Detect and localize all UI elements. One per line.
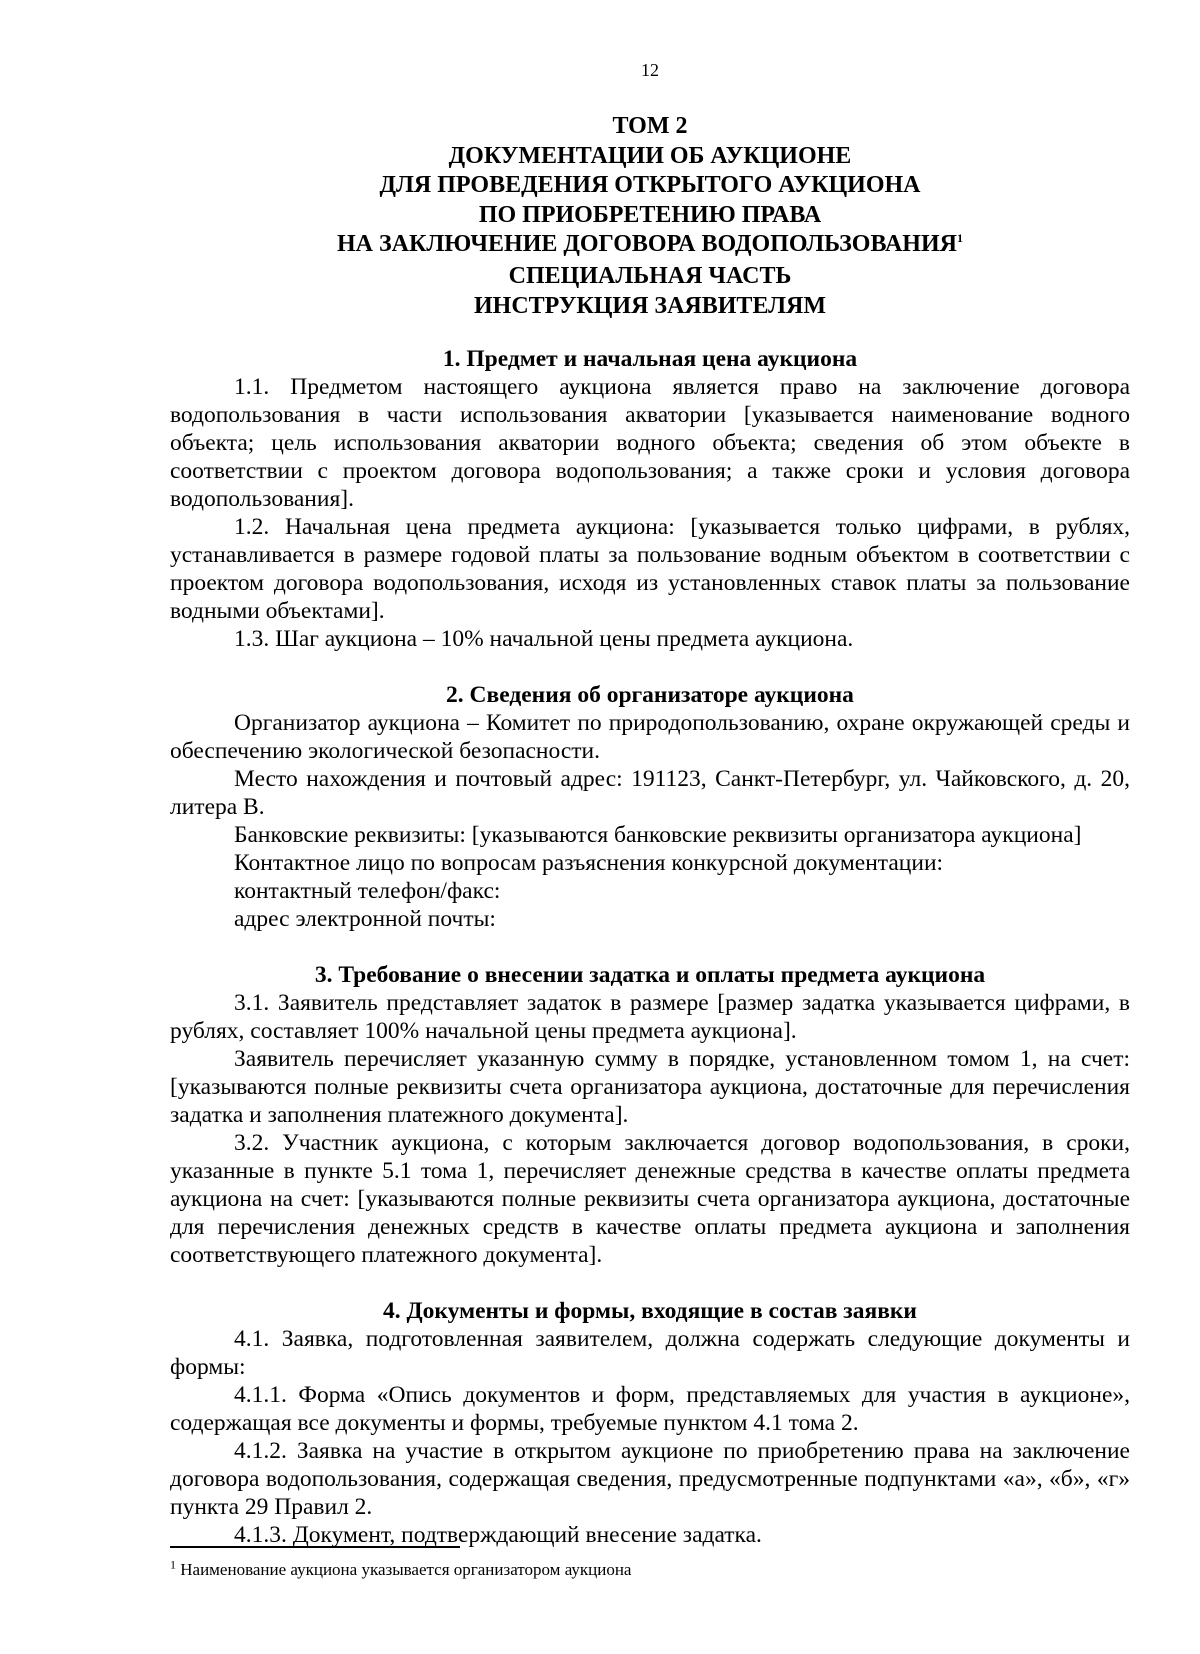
title-line: ДЛЯ ПРОВЕДЕНИЯ ОТКРЫТОГО АУКЦИОНА xyxy=(379,172,921,198)
section-2 xyxy=(170,681,1130,933)
paragraph: Контактное лицо по вопросам разъяснения конкурсной документации: xyxy=(234,850,944,876)
paragraph: адрес электронной почты: xyxy=(234,906,496,932)
page-number: 12 xyxy=(641,60,659,80)
paragraph: 4.1.1. Форма «Опись документов и форм, представляемых для участия в аукционе», содержащая все документы и формы, требуемые пунктом 4.1 тома 2. xyxy=(170,1382,1130,1436)
title-line: ТОМ 2 xyxy=(612,113,688,139)
section-heading: 4. Документы и формы, входящие в состав заявки xyxy=(383,1298,917,1324)
paragraph: контактный телефон/факс: xyxy=(234,878,501,904)
paragraph: 3.2. Участник аукциона, с которым заключается договор водопользования, в сроки, указанные в пункте 5.1 тома 1, перечисляет денежные средства в качестве оплаты предмета аукциона на счет: [указываются полные реквизиты счета организатора аукциона, достаточные для перечисления денежных средств в качестве оплаты предмета аукциона и заполнения соответствующего платежного документа]. xyxy=(170,1130,1130,1268)
section-heading: 3. Требование о внесении задатка и оплаты предмета аукциона xyxy=(314,962,986,988)
footnote-text: Наименование аукциона указывается организатором аукциона xyxy=(180,1560,632,1579)
section-4 xyxy=(170,1297,1130,1549)
paragraph: 4.1.3. Документ, подтверждающий внесение задатка. xyxy=(234,1522,762,1548)
paragraph: Место нахождения и почтовый адрес: 191123, Санкт-Петербург, ул. Чайковского, д. 20, литера В. xyxy=(170,766,1130,820)
document-subtitle xyxy=(170,262,1130,321)
footnote-marker: 1 xyxy=(956,231,963,245)
paragraph: Заявитель перечисляет указанную сумму в порядке, установленном томом 1, на счет: [указываются полные реквизиты счета организатора аукциона, достаточные для перечисления задатка и заполнения платежного документа]. xyxy=(170,1046,1130,1128)
paragraph: 1.2. Начальная цена предмета аукциона: [указывается только цифрами, в рублях, устанавливается в размере годовой платы за пользование водным объектом в соответствии с проектом договора водопользования, исходя из установленных ставок платы за пользование водными объектами]. xyxy=(170,514,1130,624)
title-line: ПО ПРИОБРЕТЕНИЮ ПРАВА xyxy=(478,201,822,228)
section-3 xyxy=(170,961,1130,1269)
footnote xyxy=(170,1559,1130,1581)
document-body xyxy=(170,345,1130,1549)
paragraph: Банковские реквизиты: [указываются банковские реквизиты организатора аукциона] xyxy=(234,822,1082,848)
section-heading: 1. Предмет и начальная цена аукциона xyxy=(442,346,858,372)
paragraph: 1.1. Предметом настоящего аукциона является право на заключение договора водопользования в части использования акватории [указывается наименование водного объекта; цель использования акватории водного объекта; сведения об этом объекте в соответствии с проектом договора водопользования; а также сроки и условия договора водопользования]. xyxy=(170,374,1130,512)
title-line: ДОКУМЕНТАЦИИ ОБ АУКЦИОНЕ xyxy=(448,142,852,169)
paragraph: Организатор аукциона – Комитет по природопользованию, охране окружающей среды и обеспечению экологической безопасности. xyxy=(170,710,1130,764)
paragraph: 3.1. Заявитель представляет задаток в размере [размер задатка указывается цифрами, в рублях, составляет 100% начальной цены предмета аукциона]. xyxy=(170,990,1130,1044)
section-heading: 2. Сведения об организаторе аукциона xyxy=(446,682,854,708)
document-title xyxy=(170,112,1130,260)
section-1 xyxy=(170,345,1130,653)
footnote-divider xyxy=(170,1546,460,1548)
paragraph: 1.3. Шаг аукциона – 10% начальной цены предмета аукциона. xyxy=(234,626,854,652)
subtitle-line: ИНСТРУКЦИЯ ЗАЯВИТЕЛЯМ xyxy=(474,292,826,319)
paragraph: 4.1.2. Заявка на участие в открытом аукционе по приобретению права на заключение договора водопользования, содержащая сведения, предусмотренные подпунктами «а», «б», «г» пункта 29 Правил 2. xyxy=(170,1438,1130,1520)
title-line-text: НА ЗАКЛЮЧЕНИЕ ДОГОВОРА ВОДОПОЛЬЗОВАНИЯ xyxy=(337,231,957,257)
subtitle-line: СПЕЦИАЛЬНАЯ ЧАСТЬ xyxy=(508,263,792,289)
paragraph: 4.1. Заявка, подготовленная заявителем, должна содержать следующие документы и формы: xyxy=(170,1326,1130,1380)
footnote-marker: 1 xyxy=(170,1557,176,1572)
title-line-with-footnote xyxy=(170,230,1130,260)
